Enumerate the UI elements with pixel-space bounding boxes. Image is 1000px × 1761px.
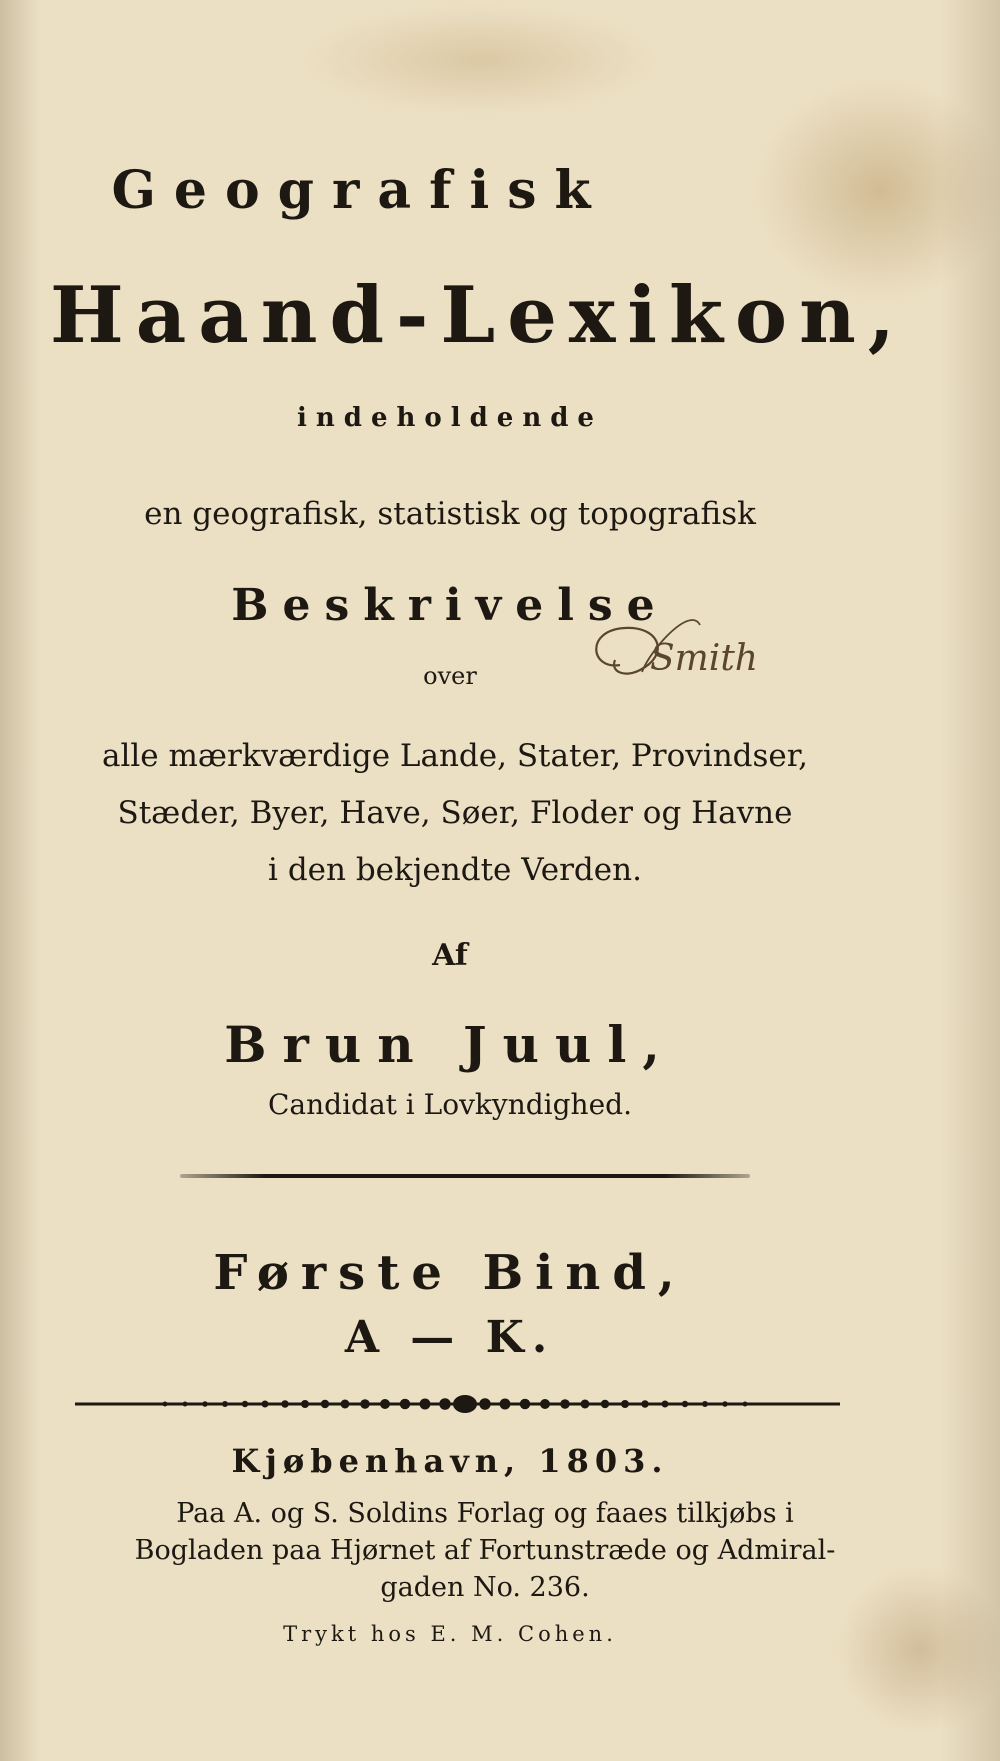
ornament-bead	[682, 1401, 689, 1408]
subtitle-description: en geografisk, statistisk og topografisk	[144, 496, 756, 532]
ornament-bead	[601, 1400, 610, 1409]
ornament-bead	[560, 1399, 570, 1409]
ornament-bead	[662, 1401, 669, 1408]
ornament-bead	[540, 1399, 550, 1409]
ornament-bead	[183, 1402, 188, 1407]
title-line-1: Geografisk	[111, 160, 609, 221]
author-name: Brun Juul,	[224, 1015, 676, 1074]
imprint-publisher-line-3: gaden No. 236.	[380, 1572, 590, 1603]
ornament-bead	[581, 1400, 590, 1409]
imprint-publisher-line-2: Bogladen paa Hjørnet af Fortunstræde og Admiral-	[134, 1535, 836, 1566]
ornament-bead	[420, 1399, 431, 1410]
imprint-printer: Trykt hos E. M. Cohen.	[283, 1622, 617, 1646]
divider-rule	[180, 1174, 750, 1178]
subtitle-over: over	[423, 662, 477, 690]
ornament-bead	[242, 1401, 249, 1408]
ornament-bead	[262, 1401, 269, 1408]
ornament-bead	[641, 1400, 649, 1408]
ornament-bead	[163, 1402, 168, 1407]
ornament-bead	[702, 1401, 708, 1407]
ornament-bead	[380, 1399, 390, 1409]
ornament-bead	[400, 1399, 411, 1410]
volume-label: Første Bind,	[213, 1245, 687, 1301]
subtitle-list-line-2: Stæder, Byer, Have, Søer, Floder og Havne	[117, 795, 793, 831]
ornament-bead	[621, 1400, 629, 1408]
author-by: Af	[432, 938, 468, 973]
ornament-bead	[520, 1399, 531, 1410]
volume-range: A — K.	[344, 1312, 556, 1363]
ornament-bead	[439, 1398, 451, 1410]
ornament-bead	[743, 1402, 748, 1407]
signature-text: Smith	[650, 638, 758, 679]
ornament-bead	[222, 1401, 228, 1407]
handwritten-signature	[580, 610, 870, 700]
ornament-bead	[360, 1399, 370, 1409]
ornament-bead	[321, 1400, 330, 1409]
subtitle-list-line-1: alle mærkværdige Lande, Stater, Provindser,	[101, 738, 809, 774]
title-line-2: Haand-Lexikon,	[50, 270, 907, 361]
ornament-bead	[722, 1401, 728, 1407]
ornament-bead	[341, 1400, 350, 1409]
ornament-bead	[202, 1401, 208, 1407]
subtitle-beskrivelse: Beskrivelse	[231, 580, 669, 631]
ornamental-divider	[75, 1392, 840, 1416]
ornament-bead	[301, 1400, 309, 1408]
imprint-publisher-line-1: Paa A. og S. Soldins Forlag og faaes tilkjøbs i	[176, 1498, 794, 1529]
subtitle-containing: indeholdende	[297, 403, 603, 433]
subtitle-list-line-3: i den bekjendte Verden.	[268, 852, 642, 888]
imprint-place-year: Kjøbenhavn, 1803.	[231, 1442, 669, 1480]
ornament-bead	[281, 1400, 289, 1408]
ornament-bead	[479, 1398, 491, 1410]
author-title: Candidat i Lovkyndighed.	[268, 1088, 632, 1121]
ornament-bead	[500, 1399, 511, 1410]
